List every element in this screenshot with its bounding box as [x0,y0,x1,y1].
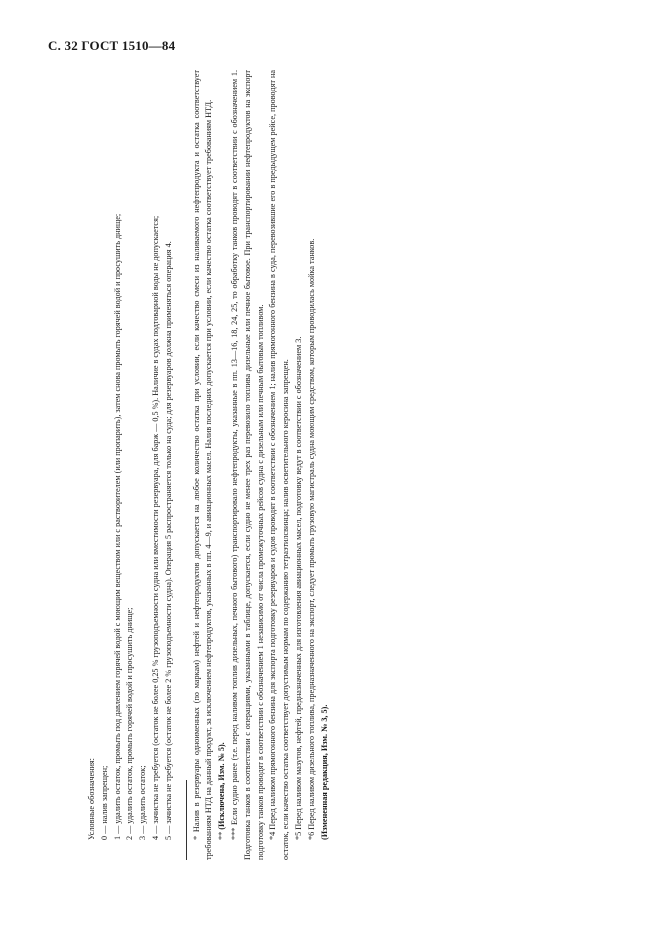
footnote-mark: *6 [306,831,316,840]
footnote-text: Перед наливом дизельного топлива, предназначенного на экспорт, следует промыть грузовую магистраль судна моющим средством, которым проводилась мойка танков. [306,238,316,830]
footnote [306,70,319,860]
footnote [229,70,267,860]
footnote-text: (Исключена, Изм. № 5). [217,742,227,830]
footnote-text: Если судно ранее (т.е. перед наливом топлив дизельных, печного бытового) транспортировало нефтепродукты, указанные в пп. 13—16, 18, 24, 25, то обработку танков проводят в соответствии с обозначением 1. Подготовка танков в соответствии с операциями, указанными в таблице, допускается, если судно не менее трех раз перевозило топлива дизельные или печное бытовое. При транспортировании нефтепродуктов на экспорт подготовку танков проводят в соответствии с обозначением 1 независимо от числа промежуточных рейсов судна с дизельным или печным бытовым топливом. [229,69,265,860]
legend-item: 1 — удалить остаток, промыть под давлением горячей водой с моющим веществом или с растворителем (или пропарить), затем снова промыть горячей водой и просушить днище; [112,213,122,840]
footnote-divider [186,780,187,860]
legend-item: 3 — удалить остаток; [138,765,148,840]
footnote-mark: *4 [268,831,278,840]
footnote-text: Перед наливом мазутов, нефтей, предназначенных для изготовления авиационных масел, подготовку ведут в соответствии с обозначением 3. [293,336,303,830]
edition-note: (Измененная редакция, Изм. № 3, 5). [319,704,329,840]
legend-title: Условные обозначения: [87,758,96,840]
legend-item: 4 — зачистка не требуется (остаток не более 0,25 % грузоподъемности судна или вместимости резервуара, для барж — 0,5 %). Наличие в судах подтоварной воды не допускается; [150,215,160,840]
footnote-text: Перед наливом прямогонного бензина для экспорта подготовку резервуаров и судов проводят в соответствии с обозначением 1; налив прямогонного бензина в суда, перевозившие его в предыдущем рейсе, проводят на остаток, если качество остатка соответствует допустимым нормам по содержанию тетраэтилсвинца; налив осветительного керосина запрещен. [268,69,291,860]
footnote [191,70,217,860]
footnote [267,70,293,860]
legend-item: 0 — налив запрещен; [99,765,109,840]
footnote-text: Налив в резервуары одноименных (по маркам) нефтей и нефтепродуктов допускается на любое количество остатка при условии, если качество смеси из наливаемого нефтепродукта и остатка соответствует требованиям НТД на данный продукт, за исключением нефтепродуктов, указанных в пп. 4—9, и авиационных масел. Налив последних допускается при условии, если качество остатка соответствует требованиям НТД. [191,70,214,860]
legend-item: 2 — удалить остаток, промыть горячей водой и просушить днище; [125,607,135,840]
footnote [216,70,229,860]
footnote-mark: *5 [293,831,303,840]
legend-item: 5 — зачистка не требуется (остаток не более 2 % грузоподъемности судна). Операция 5 распространяется только на суда; для резервуаров должна применяться операция 4. [163,241,173,840]
footnote [293,70,306,860]
page-header: С. 32 ГОСТ 1510—84 [48,38,176,53]
rotated-page-body [86,70,416,860]
footnote-mark: ** [217,831,227,840]
footnote-mark: * [191,835,201,840]
footnote-mark: *** [229,827,239,840]
